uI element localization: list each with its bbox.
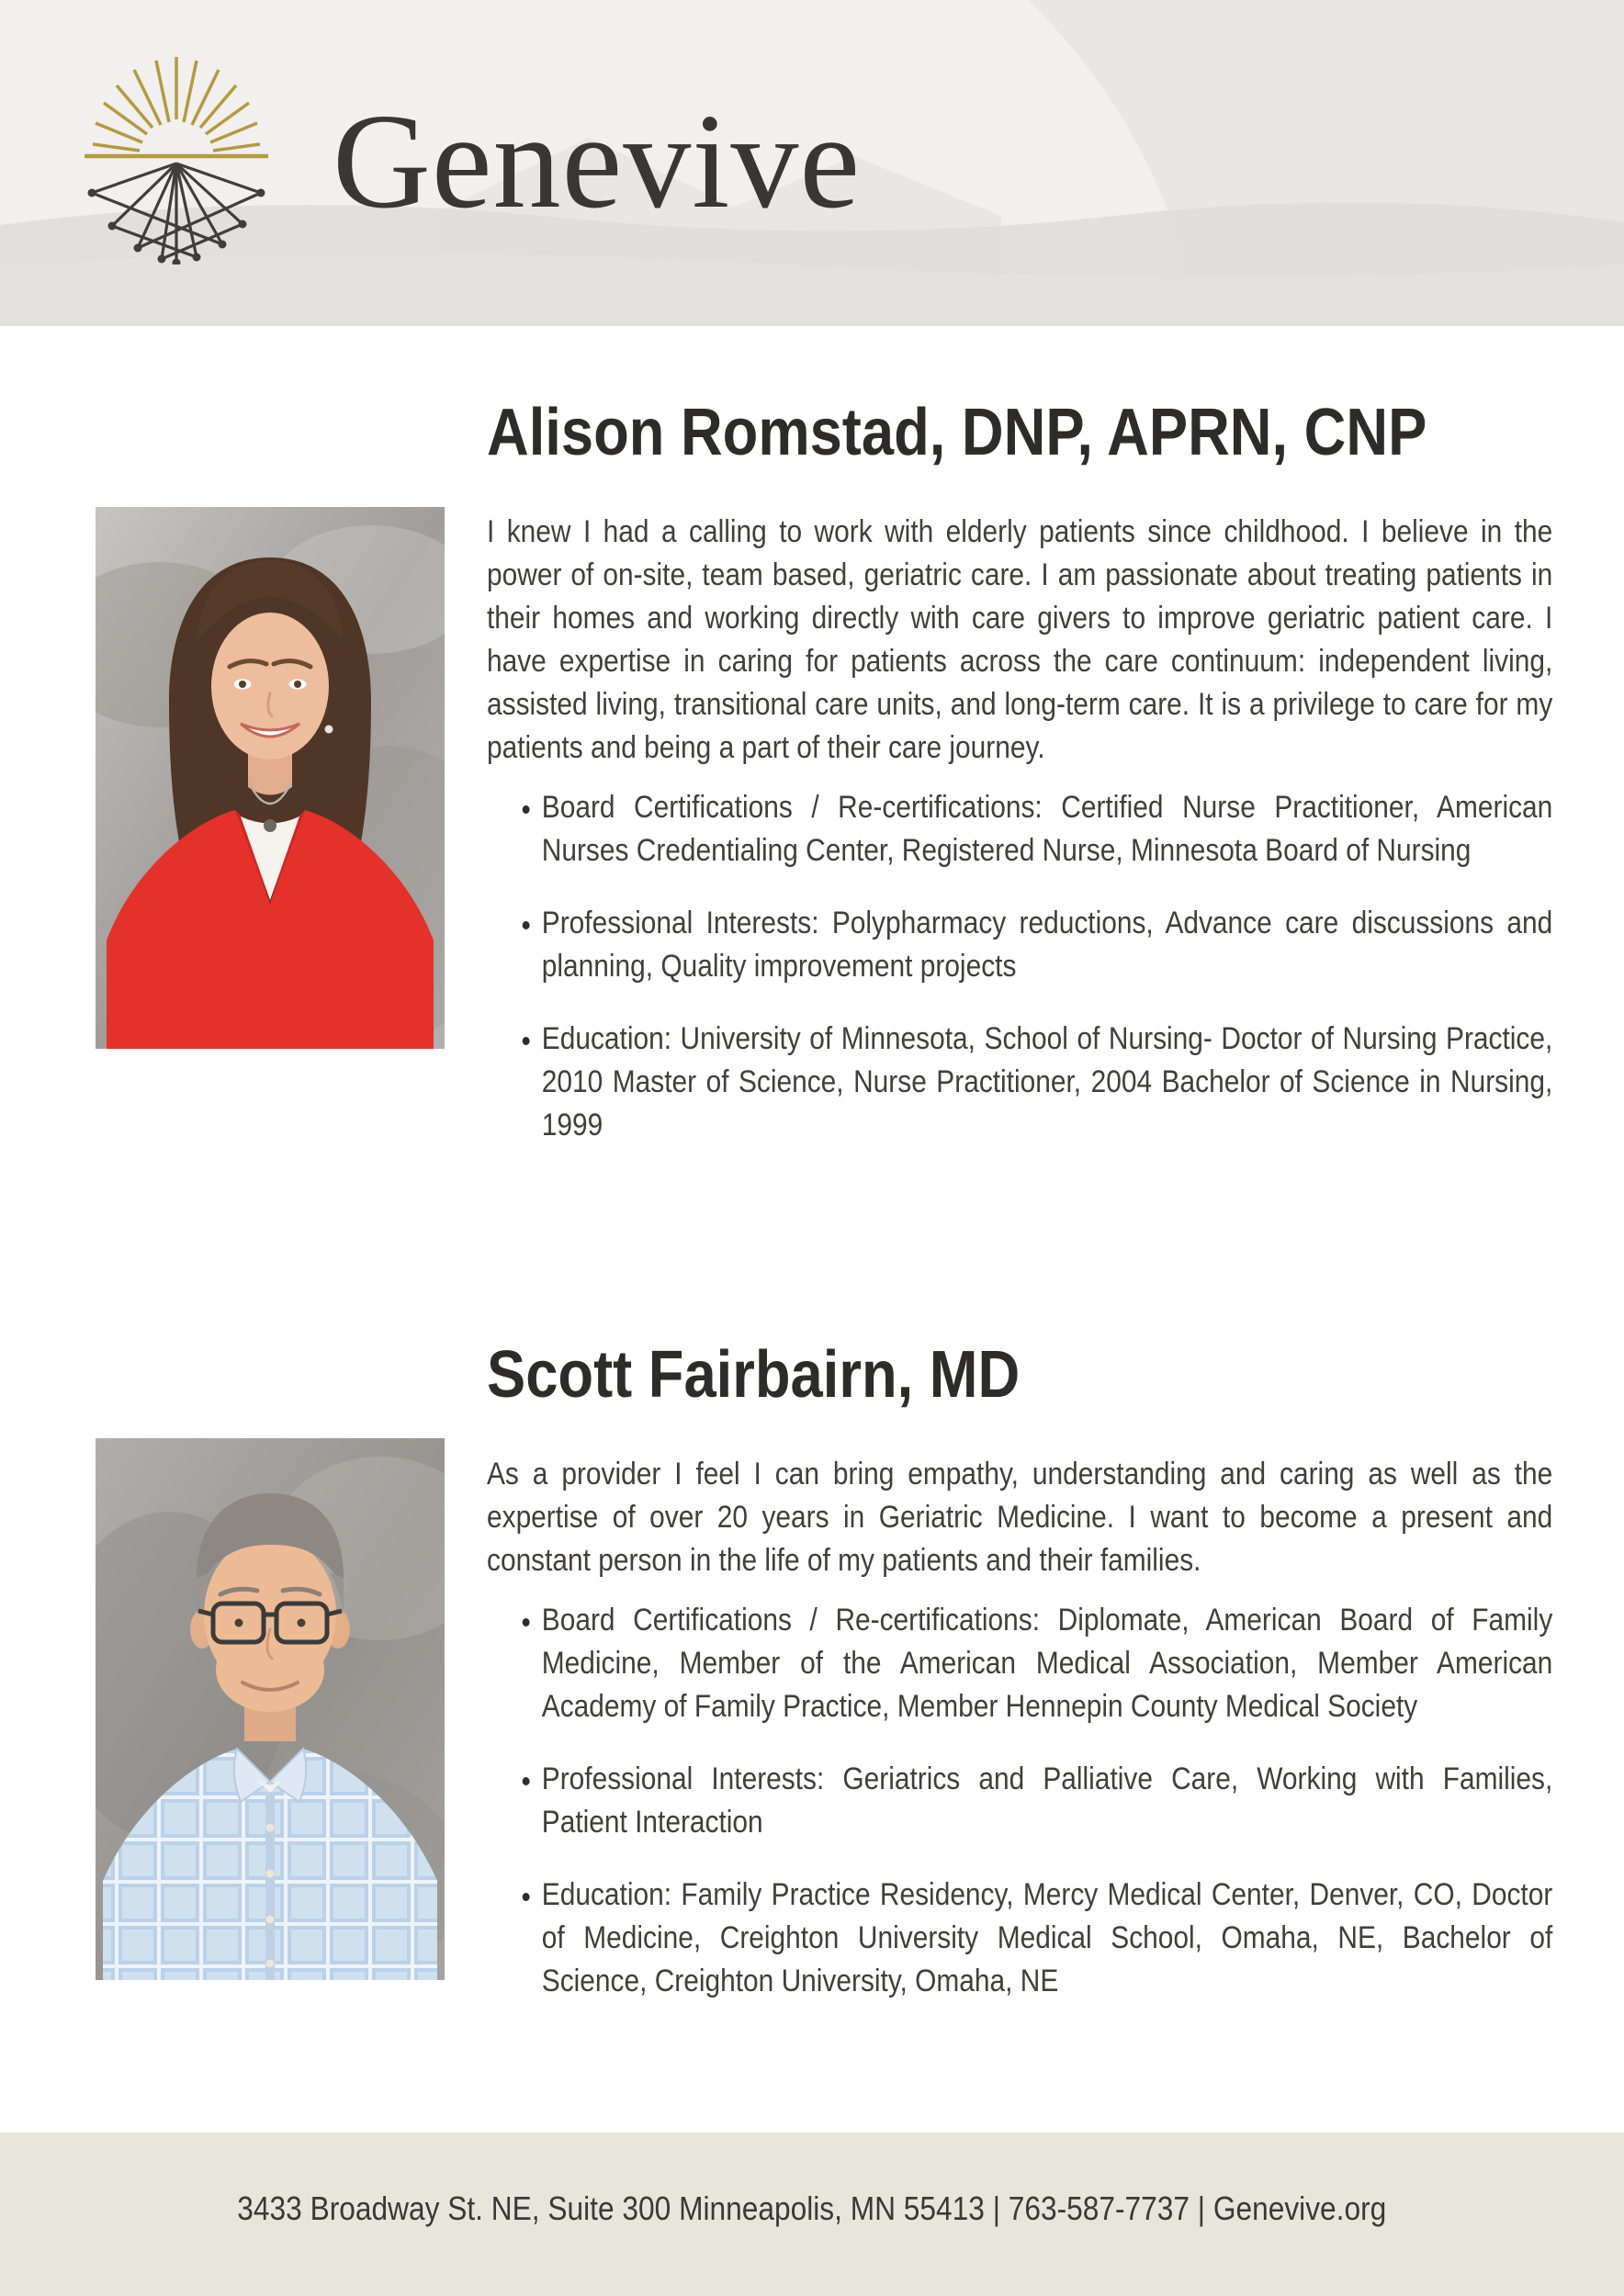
footer-bar <box>0 2133 1624 2296</box>
provider-photo-scott <box>96 1438 445 1980</box>
footer-contact-text: 3433 Broadway St. NE, Suite 300 Minneapolis, MN 55413 | 763-587-7737 | Genevive.org <box>237 2189 1387 2227</box>
sunburst-network-logo-icon <box>85 53 268 264</box>
bullet-item: • Professional Interests: Polypharmacy reductions, Advance care discussions and planning, Quality improvement projects <box>542 902 1553 988</box>
bullet-item: • Education: University of Minnesota, School of Nursing- Doctor of Nursing Practice, 2010 Master of Science, Nurse Practitioner, 2004 Bachelor of Science in Nursing, 1999 <box>542 1018 1553 1147</box>
provider-photo-alison <box>96 507 445 1049</box>
bullet-item: • Board Certifications / Re-certifications: Diplomate, American Board of Family Medicine, Member of the American Medical Association, Member American Academy of Family Practice, Member Hennepin County Medical Society <box>542 1599 1553 1728</box>
brand-wordmark: Genevive <box>333 86 862 237</box>
header-banner <box>0 0 1624 326</box>
genevive-logo <box>85 53 268 264</box>
bullet-item: • Board Certifications / Re-certifications: Certified Nurse Practitioner, American Nurses Credentialing Center, Registered Nurse, Minnesota Board of Nursing <box>542 786 1553 872</box>
provider-name-heading: Alison Romstad, DNP, APRN, CNP <box>487 396 1427 469</box>
bullet-item: • Professional Interests: Geriatrics and Palliative Care, Working with Families, Patient Interaction <box>542 1758 1553 1844</box>
provider-bio: I knew I had a calling to work with elderly patients since childhood. I believe in the power of on-site, team based, geriatric care. I am passionate about treating patients in their homes and working directly with care givers to improve geriatric patient care. I have expertise in caring for patients across the care continuum: independent living, assisted living, transitional care units, and long-term care. It is a privilege to care for my patients and being a part of their care journey. <box>487 514 1553 765</box>
bullet-item: • Education: Family Practice Residency, Mercy Medical Center, Denver, CO, Doctor of Medicine, Creighton University Medical School, Omaha, NE, Bachelor of Science, Creighton University, Omaha, NE <box>542 1874 1553 2003</box>
provider-bullet-list <box>487 1599 1552 2003</box>
provider-bio: As a provider I feel I can bring empathy, understanding and caring as well as the expertise of over 20 years in Geriatric Medicine. I want to become a present and constant person in the life of my patients and their families. <box>487 1457 1553 1578</box>
provider-section-alison <box>487 395 1552 1176</box>
provider-section-scott <box>487 1337 1552 2032</box>
provider-name-heading: Scott Fairbairn, MD <box>487 1338 1021 1412</box>
provider-bullet-list <box>487 786 1552 1147</box>
